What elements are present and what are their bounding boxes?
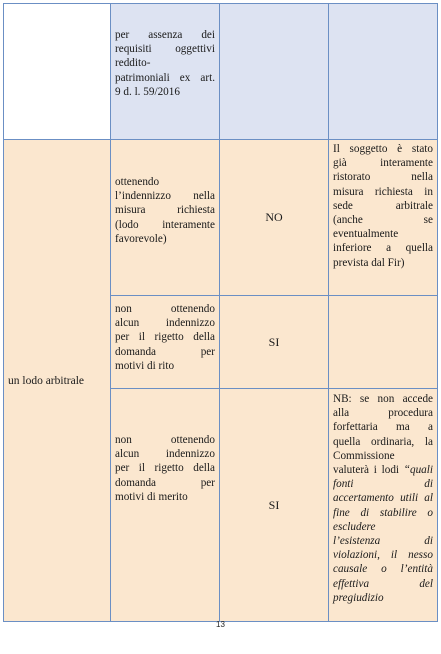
text-line: favorevole) — [115, 232, 167, 245]
text-line: per assenza dei — [115, 29, 215, 41]
italic-line: l’esistenza di — [333, 535, 433, 548]
italic-line: effettiva del — [333, 577, 433, 590]
text-line: reddito- — [115, 57, 151, 70]
text-line: requisiti oggettivi — [115, 43, 215, 56]
text-line: ristorato nella — [333, 171, 433, 184]
text-line: alcun indennizzo — [115, 448, 215, 461]
italic-segment: “quali — [403, 464, 433, 477]
italic-line: escludere — [333, 520, 376, 533]
text-line: NB: se non accede — [333, 393, 433, 405]
answer-text: SI — [268, 497, 280, 512]
text-line: 9 d. l. 59/2016 — [115, 85, 180, 98]
row-label-cell — [3, 139, 111, 622]
text-line: non ottenendo — [115, 303, 215, 315]
text-line: sede arbitrale — [333, 199, 433, 212]
italic-line: fonti di — [333, 478, 433, 491]
text-line: per il rigetto della — [115, 331, 215, 344]
text-line: eventualmente — [333, 228, 399, 241]
italic-line: violazioni, il nesso — [333, 549, 433, 562]
text-line: l’indennizzo nella — [115, 190, 215, 203]
text-line: Il soggetto è stato — [333, 143, 433, 155]
answer-text: NO — [265, 210, 283, 224]
text-line: ottenendo — [115, 176, 160, 188]
row-b-answer-cell — [219, 295, 329, 389]
italic-line: causale o l’entità — [333, 563, 433, 576]
text-line: già interamente — [333, 157, 433, 170]
row-a-condition-cell — [110, 139, 220, 296]
row-c-condition-cell — [110, 388, 220, 622]
text-line: Commissione — [333, 449, 395, 462]
text-line: non ottenendo — [115, 434, 215, 446]
top-row-condition-cell — [110, 3, 220, 140]
row-label: un lodo arbitrale — [8, 374, 85, 387]
page-number: 13 — [216, 620, 225, 629]
text-line: misura richiesta — [115, 204, 215, 217]
answer-text: SI — [268, 334, 280, 349]
text-line: (lodo interamente — [115, 218, 215, 231]
row-c-note-cell — [328, 388, 438, 622]
text-line: forfettaria ma a — [333, 421, 433, 434]
text-line: motivi di rito — [115, 359, 175, 372]
text-line: per il rigetto della — [115, 462, 215, 475]
text-line: prevista dal Fir) — [333, 256, 405, 269]
text-line: alla procedura — [333, 407, 433, 420]
text-line: (anche se — [333, 214, 433, 227]
row-a-answer-cell — [219, 139, 329, 296]
top-row-first-cell — [3, 3, 111, 140]
text-line: domanda per — [115, 345, 215, 358]
text-line: domanda per — [115, 476, 215, 489]
row-c-answer-cell — [219, 388, 329, 622]
text-line: motivi di merito — [115, 490, 188, 503]
italic-line: pregiudizio — [333, 591, 384, 604]
italic-line: accertamento utili al — [333, 492, 433, 505]
row-b-condition-cell — [110, 295, 220, 389]
text-line: quella ordinaria, la — [333, 435, 433, 448]
text-line: inferiore a quella — [333, 242, 433, 255]
text-line-mixed — [333, 463, 433, 477]
row-b-note-cell — [328, 295, 438, 389]
row-a-note-cell — [328, 139, 438, 296]
text-line: alcun indennizzo — [115, 317, 215, 330]
text-line: patrimoniali ex art. — [115, 71, 215, 84]
text-line: misura richiesta in — [333, 185, 433, 198]
plain-segment: valuterà i lodi — [333, 464, 404, 477]
top-row-answer-cell — [219, 3, 329, 140]
top-row-note-cell — [328, 3, 438, 140]
italic-line: fine di stabilire o — [333, 506, 433, 519]
